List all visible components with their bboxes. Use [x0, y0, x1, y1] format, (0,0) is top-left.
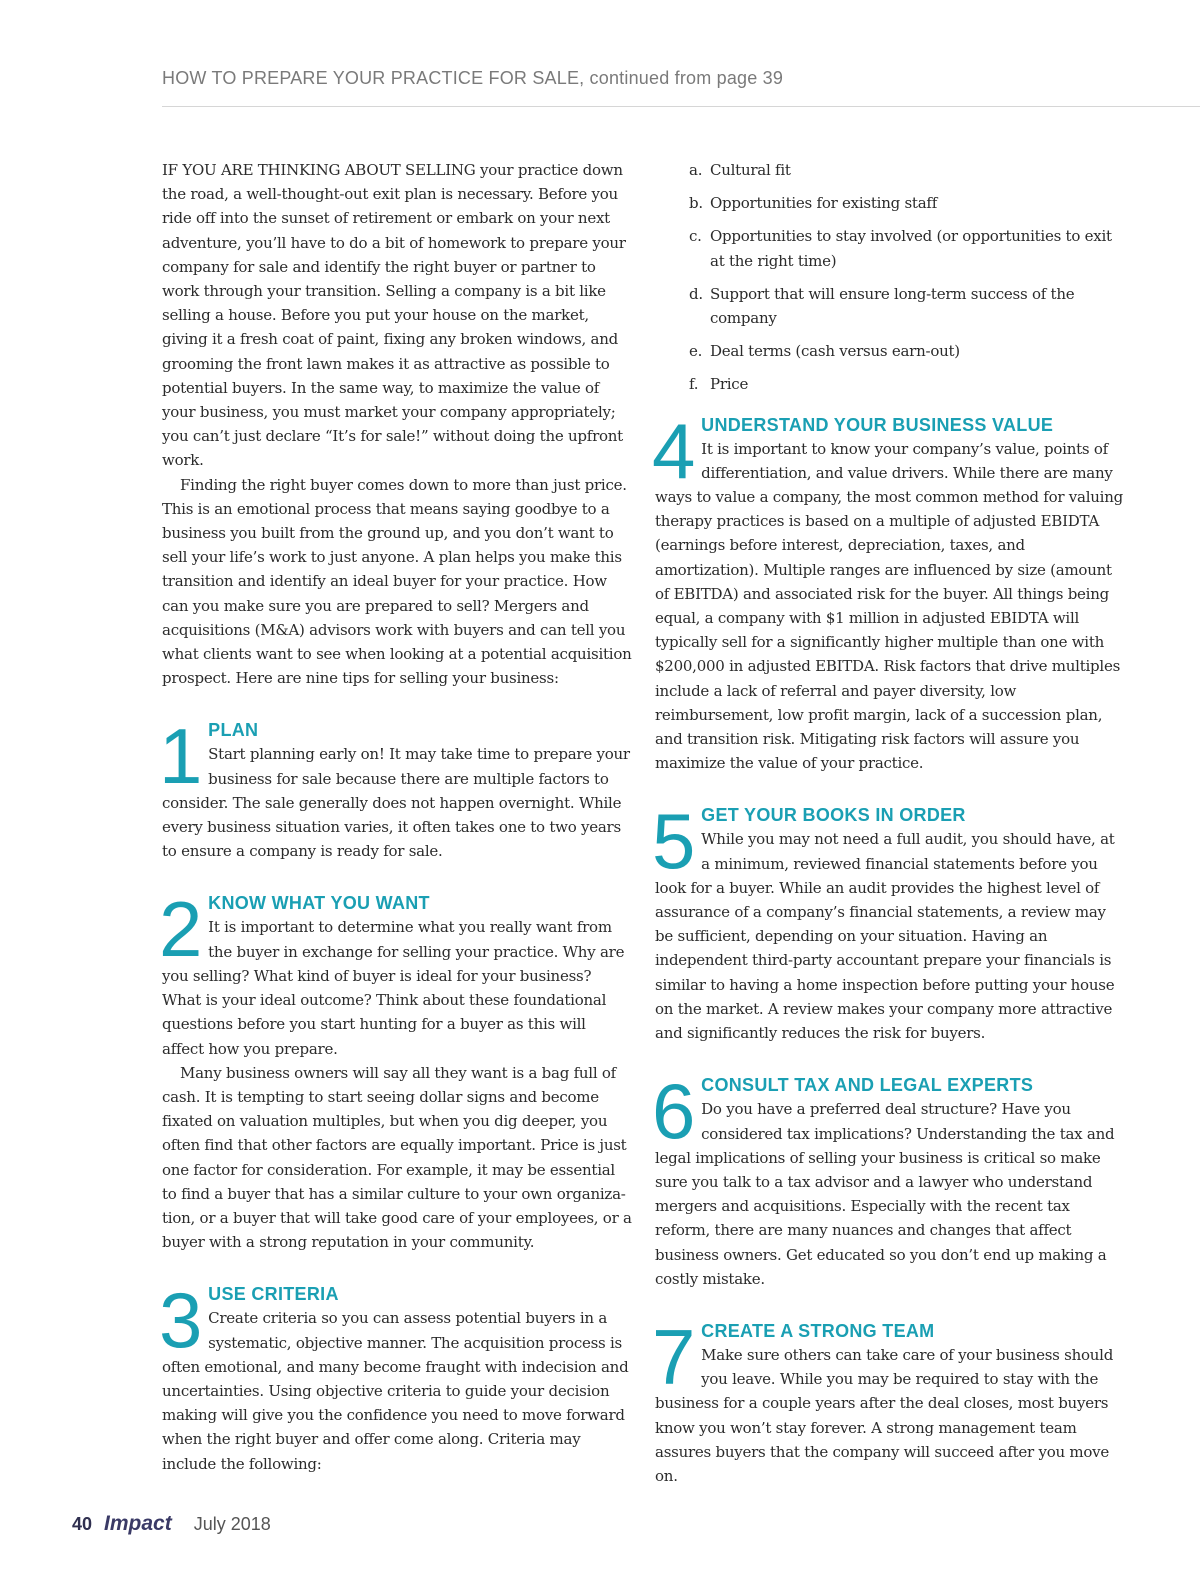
- continued-note: , continued from page 39: [579, 68, 784, 88]
- tip-heading: GET YOUR BOOKS IN ORDER: [701, 805, 966, 826]
- tip-heading: CREATE A STRONG TEAM: [701, 1320, 935, 1341]
- tip-paragraph: Do you have a preferred deal structure? Have you considered tax implications? Understanding the tax and legal implications of selling your business is critical so make sure you talk to a tax advisor and a lawyer who understand mergers and acquisitions. Especially with the recent tax reform, there are many nuances and changes that affect business owners. Get educated so you don’t end up making a costly mistake.: [655, 1100, 1115, 1288]
- tip-3-section: [159, 1276, 632, 1475]
- tip-5-section: [652, 797, 1125, 1045]
- criteria-list: [655, 158, 1125, 397]
- intro-paragraph-2: Finding the right buyer comes down to more than just price. This is an emotional process that means saying goodbye to a business you built from the ground up, and you don’t want to sell your life’s work to just anyone. A plan helps you make this transition and identify an ideal buyer for your practice. How can you make sure you are prepared to sell? Mergers and acquisitions (M&A) advisors work with buyers and can tell you what clients want to see when looking at a potential acquisition prospect. Here are nine tips for selling your business:: [162, 475, 632, 688]
- page-number: 40: [72, 1514, 93, 1534]
- criteria-text: Deal terms (cash versus earn-out): [710, 342, 960, 361]
- issue-date: July 2018: [193, 1514, 271, 1534]
- tip-heading: PLAN: [208, 720, 259, 741]
- tip-number: 7: [652, 1312, 696, 1401]
- criteria-item: [655, 224, 1125, 272]
- criteria-letter: c.: [689, 227, 702, 246]
- criteria-text: Opportunities to stay involved (or opportunities to exit at the right time): [710, 227, 1112, 270]
- header-divider: [162, 106, 1200, 107]
- tip-paragraph: Many business owners will say all they want is a bag full of cash. It is tempting to start seeing dollar signs and become fixated on valuation multiples, but when you dig deeper, you often find that other factors are equally important. Price is just one factor for consideration. For example, it may be essential to find a buyer that has a similar culture to your own organization, or a buyer that will take good care of your employees, or a buyer with a strong reputation in your community.: [162, 1063, 632, 1252]
- tip-4-section: [652, 406, 1125, 776]
- criteria-item: [655, 191, 1125, 215]
- tip-number: 2: [159, 885, 203, 974]
- tip-paragraph: Start planning early on! It may take time to prepare your business for sale because there are multiple factors to consider. The sale generally does not happen overnight. While every business situation varies, it often takes one to two years to ensure a company is ready for sale.: [162, 745, 630, 861]
- tip-number: 6: [652, 1067, 696, 1156]
- criteria-letter: a.: [689, 161, 703, 179]
- criteria-text: Price: [710, 375, 749, 394]
- tip-2-section: [159, 885, 632, 1254]
- page-footer: [72, 1512, 271, 1536]
- criteria-letter: e.: [689, 342, 703, 361]
- magazine-logo: Impact: [104, 1512, 172, 1535]
- tip-heading: UNDERSTAND YOUR BUSINESS VALUE: [701, 414, 1054, 435]
- tip-paragraph: Make sure others can take care of your business should you leave. While you may be required to stay with the business for a couple years after the deal closes, most buyers know you won’t stay forever. A strong management team assures buyers that the company will succeed after you move on.: [655, 1345, 1114, 1485]
- tip-7-section: [652, 1312, 1125, 1488]
- article-title: HOW TO PREPARE YOUR PRACTICE FOR SALE: [162, 68, 580, 88]
- tip-heading: CONSULT TAX AND LEGAL EXPERTS: [701, 1075, 1034, 1096]
- tip-heading: USE CRITERIA: [208, 1284, 339, 1305]
- tip-paragraph: It is important to determine what you really want from the buyer in exchange for selling your practice. Why are you selling? What kind of buyer is ideal for your business? What is your ideal outcome? Think about these foundational questions before you start hunting for a buyer as this will affect how you prepare.: [162, 918, 625, 1058]
- tip-number: 1: [159, 712, 203, 801]
- tip-heading: KNOW WHAT YOU WANT: [208, 893, 430, 914]
- tip-1-section: [159, 712, 632, 863]
- tip-6-section: [652, 1067, 1125, 1291]
- intro-rest: your practice down the road, a well-thought-out exit plan is necessary. Before you ride off into the sunset of retirement or embark on your next adventure, you’ll have to do a bit of homework to prepare your company for sale and identify the right buyer or partner to work through your transition. Selling a company is a bit like selling a house. Before you put your house on the market, giving it a fresh coat of paint, fixing any broken windows, and grooming the front lawn makes it as attractive as possible to potential buyers. In the same way, to maximize the value of your business, you must market your company appropriately; you can’t just declare “It’s for sale!” without doing the upfront work.: [162, 161, 626, 470]
- criteria-item: [655, 339, 1125, 363]
- criteria-item: [655, 372, 1125, 396]
- tip-paragraph: Create criteria so you can assess potential buyers in a systematic, objective manner. The acquisition process is often emotional, and many become fraught with indecision and uncertainties. Using objective criteria to guide your decision making will give you the confidence you need to move forward when the right buyer and offer come along. Criteria may include the following:: [162, 1309, 629, 1473]
- tip-paragraph: While you may not need a full audit, you should have, at a minimum, reviewed financial statements before you look for a buyer. While an audit provides the highest level of assurance of a company’s financial statements, a review may be sufficient, depending on your situation. Having an independent third-party accountant prepare your financials is similar to having a home inspection before putting your house on the market. A review makes your company more attractive and significantly reduces the risk for buyers.: [655, 830, 1115, 1043]
- criteria-text: Cultural fit: [710, 161, 791, 179]
- tip-paragraph: It is important to know your company’s value, points of differentiation, and value drivers. While there are many ways to value a company, the most common method for valuing therapy practices is based on a multiple of adjusted EBIDTA (earnings before interest, depreciation, taxes, and amortization). Multiple ranges are influenced by size (amount of EBITDA) and associated risk for the buyer. All things being equal, a company with $1 million in adjusted EBIDTA will typically sell for a significantly higher multiple than one with $200,000 in adjusted EBITDA. Risk factors that drive multiples include a lack of referral and payer diversity, low reimbursement, low profit margin, lack of a succession plan, and transition risk. Mitigating risk factors will assure you maximize the value of your practice.: [655, 439, 1123, 773]
- tip-number: 4: [652, 406, 696, 495]
- intro-paragraph-1: [162, 158, 632, 473]
- criteria-text: Opportunities for existing staff: [710, 194, 937, 213]
- criteria-text: Support that will ensure long-term success of the company: [710, 284, 1075, 328]
- criteria-item: [655, 158, 1125, 182]
- criteria-letter: f.: [689, 375, 699, 394]
- criteria-letter: d.: [689, 284, 703, 303]
- criteria-item: [655, 282, 1125, 330]
- right-column: [652, 158, 1125, 1488]
- left-column: [159, 158, 632, 1476]
- tip-number: 3: [159, 1276, 203, 1365]
- intro-lead-in: IF YOU ARE THINKING ABOUT SELLING: [162, 161, 480, 179]
- criteria-letter: b.: [689, 194, 703, 213]
- tip-number: 5: [652, 797, 696, 886]
- running-header: [162, 68, 783, 89]
